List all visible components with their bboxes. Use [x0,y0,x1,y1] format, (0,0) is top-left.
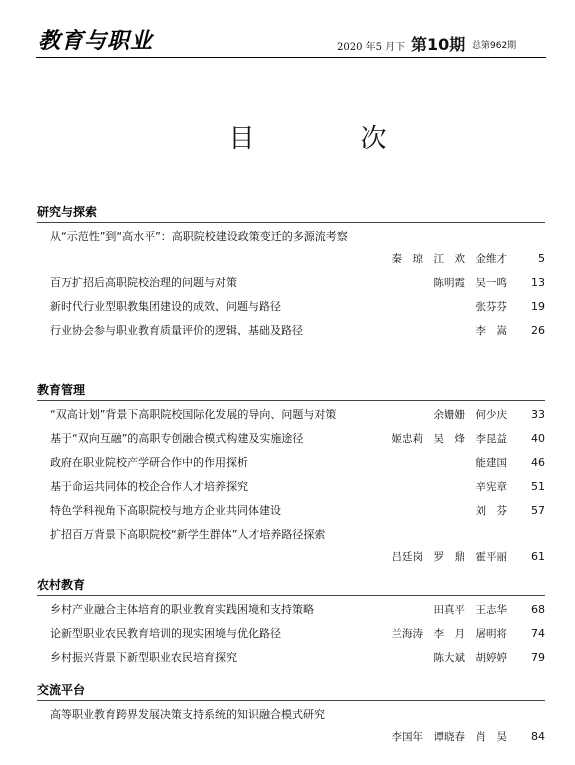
entry-authors: 辛宪章 [475,481,507,493]
section-divider [37,700,545,701]
entry-title: 高等职业教育跨界发展决策支持系统的知识融合模式研究 [50,708,325,721]
entry-title: 基于命运共同体的校企合作人才培养探究 [50,480,248,493]
entry-title: 特色学科视角下高职院校与地方企业共同体建设 [50,504,281,517]
toc-entry[interactable] [37,456,545,470]
entry-page-number: 68 [531,603,545,616]
entry-title: 新时代行业型职教集团建设的成效、问题与路径 [50,300,281,313]
entry-page-number: 84 [531,730,545,743]
toc-entry[interactable] [37,480,545,494]
entry-title: “双高计划”背景下高职院校国际化发展的导向、问题与对策 [50,408,337,421]
entry-title: 政府在职业院校产学研合作中的作用探析 [50,456,248,469]
section-divider [37,222,545,223]
toc-entry[interactable] [37,651,545,665]
section-heading: 交流平台 [37,683,86,697]
entry-page-number: 57 [531,504,545,517]
journal-masthead: 教育与职业 [38,28,154,54]
entry-authors: 陈大斌 胡婷婷 [433,652,507,664]
entry-authors: 能建国 [475,457,507,469]
toc-entry[interactable] [37,276,545,290]
page-header [0,0,575,72]
toc-entry[interactable] [37,324,545,338]
header-divider [36,57,546,58]
entry-authors: 秦 琼 江 欢 金维才 [391,253,507,265]
toc-entry[interactable] [37,432,545,446]
entry-title: 乡村产业融合主体培育的职业教育实践困境和支持策略 [50,603,314,616]
entry-authors: 余姗姗 何少庆 [433,409,507,421]
entry-title: 行业协会参与职业教育质量评价的逻辑、基础及路径 [50,324,303,337]
entry-authors: 刘 芬 [475,505,507,517]
entry-page-number: 13 [531,276,545,289]
section-heading: 研究与探索 [37,205,98,219]
entry-authors: 田真平 王志华 [433,604,507,616]
issue-number: 第10期 [411,35,466,54]
toc-entry[interactable] [37,708,545,744]
toc-entry[interactable] [37,627,545,641]
toc-entry[interactable] [37,300,545,314]
section-divider [37,595,545,596]
toc-entry[interactable] [37,504,545,518]
entry-page-number: 5 [538,252,545,265]
toc-entry[interactable] [37,230,545,266]
entry-title: 从“示范性”到“高水平”：高职院校建设政策变迁的多源流考察 [50,230,348,243]
entry-title: 乡村振兴背景下新型职业农民培育探究 [50,651,237,664]
entry-page-number: 61 [531,550,545,563]
toc-entry[interactable] [37,603,545,617]
entry-page-number: 26 [531,324,545,337]
section-heading: 教育管理 [37,383,86,397]
entry-authors: 姬忠莉 吴 烽 李昆益 [391,433,507,445]
toc-entry[interactable] [37,528,545,564]
entry-authors: 李国年 谭晓春 肖 昊 [391,731,507,743]
entry-page-number: 46 [531,456,545,469]
entry-page-number: 40 [531,432,545,445]
toc-entry[interactable] [37,408,545,422]
entry-title: 论新型职业农民教育培训的现实困境与优化路径 [50,627,281,640]
entry-page-number: 33 [531,408,545,421]
entry-title: 基于“双向互融”的高职专创融合模式构建及实施途径 [50,432,304,445]
entry-authors: 李 嵩 [475,325,507,337]
entry-page-number: 19 [531,300,545,313]
entry-authors: 吕廷岗 罗 鼎 霍平丽 [391,551,507,563]
entry-page-number: 74 [531,627,545,640]
entry-page-number: 51 [531,480,545,493]
entry-title: 百万扩招后高职院校治理的问题与对策 [50,276,237,289]
entry-title: 扩招百万背景下高职院校“新学生群体”人才培养路径探索 [50,528,326,541]
entry-authors: 陈明霞 吴一鸣 [433,277,507,289]
entry-authors: 兰海涛 李 月 屠明将 [391,628,507,640]
entry-page-number: 79 [531,651,545,664]
toc-title: 目 次 [228,124,427,154]
total-issue-number: 总第962期 [472,41,517,51]
entry-authors: 张芬芬 [475,301,507,313]
section-divider [37,400,545,401]
section-heading: 农村教育 [37,578,86,592]
issue-date: 2020 年5 月下 [337,42,406,53]
